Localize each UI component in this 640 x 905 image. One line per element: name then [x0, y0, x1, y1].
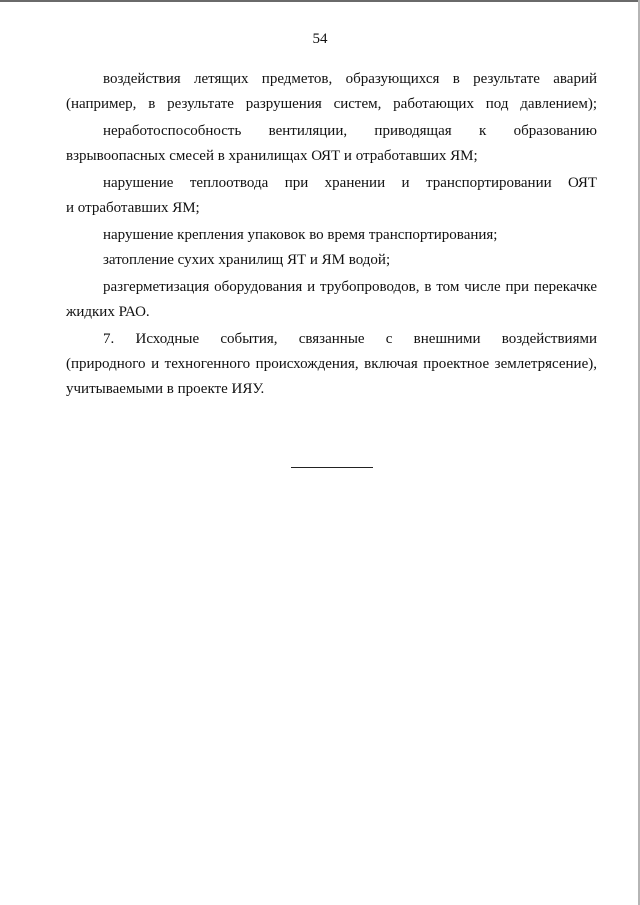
end-divider [291, 467, 373, 468]
page-number: 54 [312, 31, 328, 47]
text-line: жидких РАО. [66, 304, 150, 320]
text-line: 7. Исходные события, связанные с внешними воздействиями [103, 331, 597, 347]
text-line: (например, в результате разрушения систем, работающих под давлением); [66, 96, 597, 112]
text-line: (природного и техногенного происхождения, включая проектное землетрясение), [66, 356, 597, 372]
text-line: воздействия летящих предметов, образующихся в результате аварий [103, 71, 597, 87]
text-line: разгерметизация оборудования и трубопроводов, в том числе при перекачке [103, 279, 597, 295]
text-line: и отработавших ЯМ; [66, 200, 200, 216]
text-line: учитываемыми в проекте ИЯУ. [66, 381, 265, 397]
text-line: взрывоопасных смесей в хранилищах ОЯТ и отработавших ЯМ; [66, 148, 478, 164]
text-line: неработоспособность вентиляции, приводящая к образованию [103, 123, 597, 139]
text-line: нарушение крепления упаковок во время транспортирования; [103, 227, 498, 243]
text-line: затопление сухих хранилищ ЯТ и ЯМ водой; [103, 252, 391, 268]
text-line: нарушение теплоотвода при хранении и транспортировании ОЯТ [103, 175, 597, 191]
scan-edge-top [0, 0, 640, 2]
